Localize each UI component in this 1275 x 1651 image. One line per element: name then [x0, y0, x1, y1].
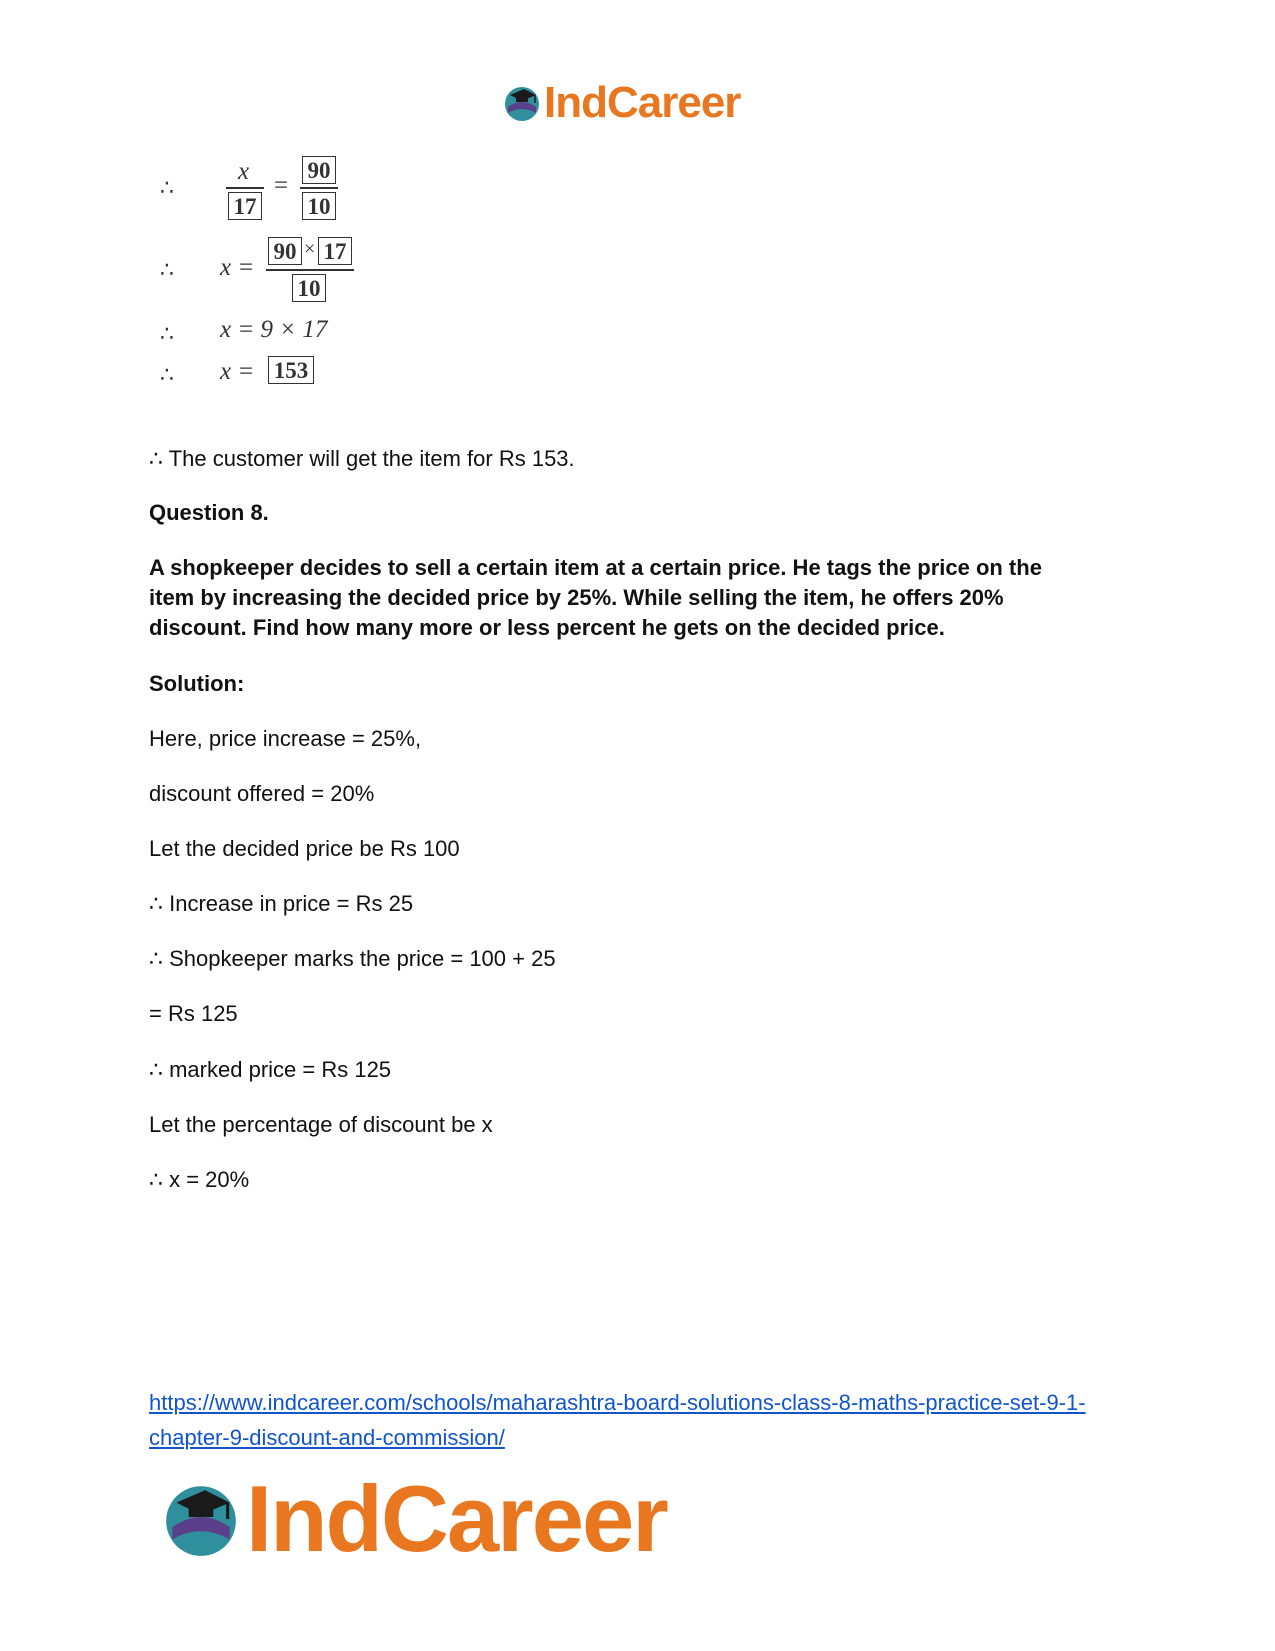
step1-den-box: 17 — [228, 192, 262, 220]
source-link-line2[interactable]: chapter-9-discount-and-commission/ — [149, 1425, 505, 1450]
solution-line: ∴ Increase in price = Rs 25 — [149, 891, 414, 916]
graduation-globe-icon — [160, 1478, 242, 1560]
source-link-line1[interactable]: https://www.indcareer.com/schools/maharashtra-board-solutions-class-8-maths-practice-set-9-1- — [149, 1390, 1086, 1415]
therefore-symbol: ∴ — [160, 363, 174, 388]
therefore-symbol: ∴ — [160, 258, 174, 283]
footer-logo — [160, 1465, 667, 1573]
step1-numerator: x — [238, 158, 250, 185]
question-title: Question 8. — [149, 500, 269, 525]
solution-line: discount offered = 20% — [149, 781, 375, 806]
step1-equals: = — [274, 172, 289, 199]
graduation-globe-icon — [502, 83, 542, 123]
therefore-symbol: ∴ — [160, 322, 174, 347]
step1-rhs-num-box: 90 — [302, 156, 336, 184]
question-text: A shopkeeper decides to sell a certain item at a certain price. He tags the price on the item by increasing the decided price by 25%. While selling the item, he offers 20% discount. Find how many more or less percent he gets on the decided price. — [149, 555, 1042, 640]
solution-line: Here, price increase = 25%, — [149, 726, 422, 751]
step2-num-box-b: 17 — [318, 237, 352, 265]
solution-line: = Rs 125 — [149, 1001, 238, 1026]
step3-text: x = 9 × 17 — [220, 316, 328, 343]
solution-line: Let the decided price be Rs 100 — [149, 836, 460, 861]
logo-text: IndCareer — [246, 1466, 667, 1571]
solution-line: ∴ Shopkeeper marks the price = 100 + 25 — [149, 946, 556, 971]
solution-label: Solution: — [149, 671, 245, 696]
step2-num-box-a: 90 — [268, 237, 302, 265]
step2-den-box: 10 — [292, 274, 326, 302]
logo-text: IndCareer — [544, 78, 741, 127]
solution-line: ∴ x = 20% — [149, 1167, 250, 1192]
step4-lhs: x = — [220, 358, 255, 385]
step2-lhs: x = — [220, 254, 255, 281]
step2-times: × — [304, 238, 316, 260]
solution-line: Let the percentage of discount be x — [149, 1112, 493, 1137]
header-logo — [502, 78, 740, 128]
source-link[interactable] — [149, 1385, 1149, 1455]
solution-line: ∴ marked price = Rs 125 — [149, 1057, 392, 1082]
conclusion-text: ∴ The customer will get the item for Rs 153. — [149, 446, 575, 471]
step4-box: 153 — [268, 356, 314, 384]
math-steps — [160, 158, 560, 408]
step1-rhs-den-box: 10 — [302, 192, 336, 220]
therefore-symbol: ∴ — [160, 176, 174, 201]
